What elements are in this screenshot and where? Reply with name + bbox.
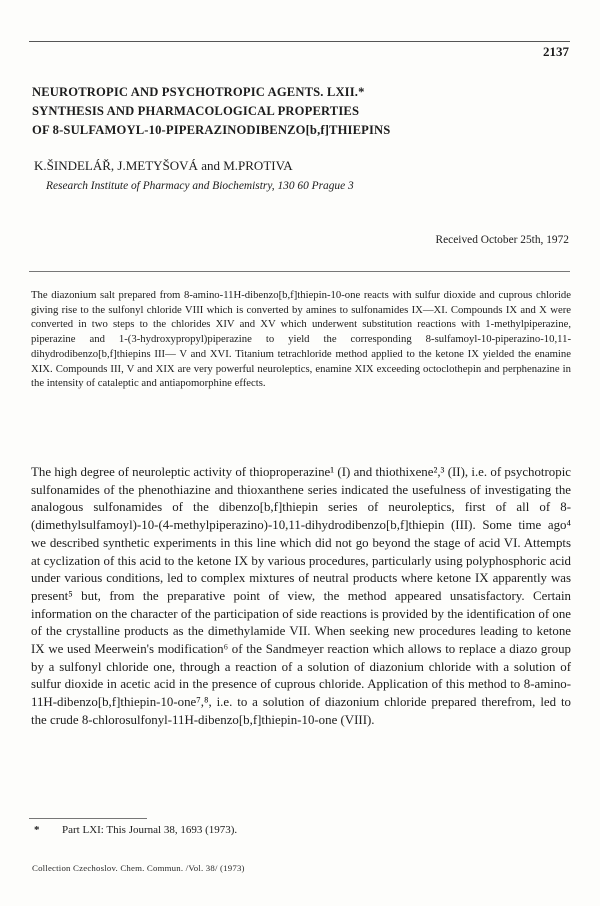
title-line-3: OF 8-SULFAMOYL-10-PIPERAZINODIBENZO[b,f]THIEPINS — [32, 123, 391, 137]
title-line-2: SYNTHESIS AND PHARMACOLOGICAL PROPERTIES — [32, 104, 360, 118]
abstract-rule — [29, 271, 570, 272]
footnote-mark: * — [34, 824, 40, 836]
authors: K.ŠINDELÁŘ, J.METYŠOVÁ and M.PROTIVA — [34, 158, 293, 173]
body-paragraph: The high degree of neuroleptic activity of thioproperazine¹ (I) and thiothixene²,³ (II), i.e. of psychotropic sulfonamides of the phenothiazine and thioxanthene series indicated the usefulness of investigating the analogous sulfonamides of the dibenzo[b,f]thiepin series of neuroleptics, first of all of 8-(dimethylsulfamoyl)-10-(4-methylpiperazino)-10,11-dihydrodibenzo[b,f]thiepin (III). Some time ago⁴ we described synthetic experiments in this line which did not go beyond the stage of acid VI. Attempts at cyclization of this acid to the ketone IX by various procedures, particularly using polyphosphoric acid under various conditions, led to complex mixtures of neutral products where ketone IX apparently was present⁵ but, from the preparative point of view, the method appeared unsatisfactory. Certain information on the character of the participation of side reactions is provided by the identification of one of the crystalline products as the dimethylamide VII. When seeking new procedures leading to ketone IX we used Meerwein's modification⁶ of the Sandmeyer reaction which allows to replace a diazo group by a sulfonyl chloride one, through a reaction of a solution of diazonium chloride with a solution of sulfur dioxide in acetic acid in the presence of cuprous chloride. Application of this method to 8-amino-11H-dibenzo[b,f]thiepin-10-one⁷,⁸, i.e. to a solution of diazonium chloride prepared therefrom, led to the crude 8-chlorosulfonyl-11H-dibenzo[b,f]thiepin-10-one (VIII). — [31, 465, 571, 727]
abstract: The diazonium salt prepared from 8-amino-11H-dibenzo[b,f]thiepin-10-one reacts with sulfur dioxide and cuprous chloride giving rise to the sulfonyl chloride VIII which is converted by amines to sulfonamides IX—XI. Compounds IX and X were converted in two steps to the chlorides XIV and XV which underwent substitution reactions with 1-methylpiperazine, piperazine and 1-(3-hydroxypropyl)piperazine to yield the corresponding 8-sulfamoyl-10-piperazino-10,11-dihydrodibenzo[b,f]thiepins III— V and XVI. Titanium tetrachloride method applied to the ketone IX yielded the enamine XIX. Compounds III, V and XIX are very powerful neuroleptics, enamine XIX exceeding octoclothepin and perphenazine in the intensity of cataleptic and antiapomorphine effects. — [31, 289, 571, 390]
header-rule — [29, 41, 570, 42]
footnote-rule — [29, 818, 147, 819]
affiliation: Research Institute of Pharmacy and Biochemistry, 130 60 Prague 3 — [46, 180, 354, 192]
title-line-1: NEUROTROPIC AND PSYCHOTROPIC AGENTS. LXII.* — [32, 85, 365, 99]
article-title — [32, 83, 572, 140]
page-number: 2137 — [543, 44, 569, 59]
journal-footer: Collection Czechoslov. Chem. Commun. /Vol. 38/ (1973) — [32, 863, 245, 873]
footnote-text: Part LXI: This Journal 38, 1693 (1973). — [62, 824, 238, 836]
received-date: Received October 25th, 1972 — [435, 234, 569, 246]
footnote — [34, 824, 237, 836]
